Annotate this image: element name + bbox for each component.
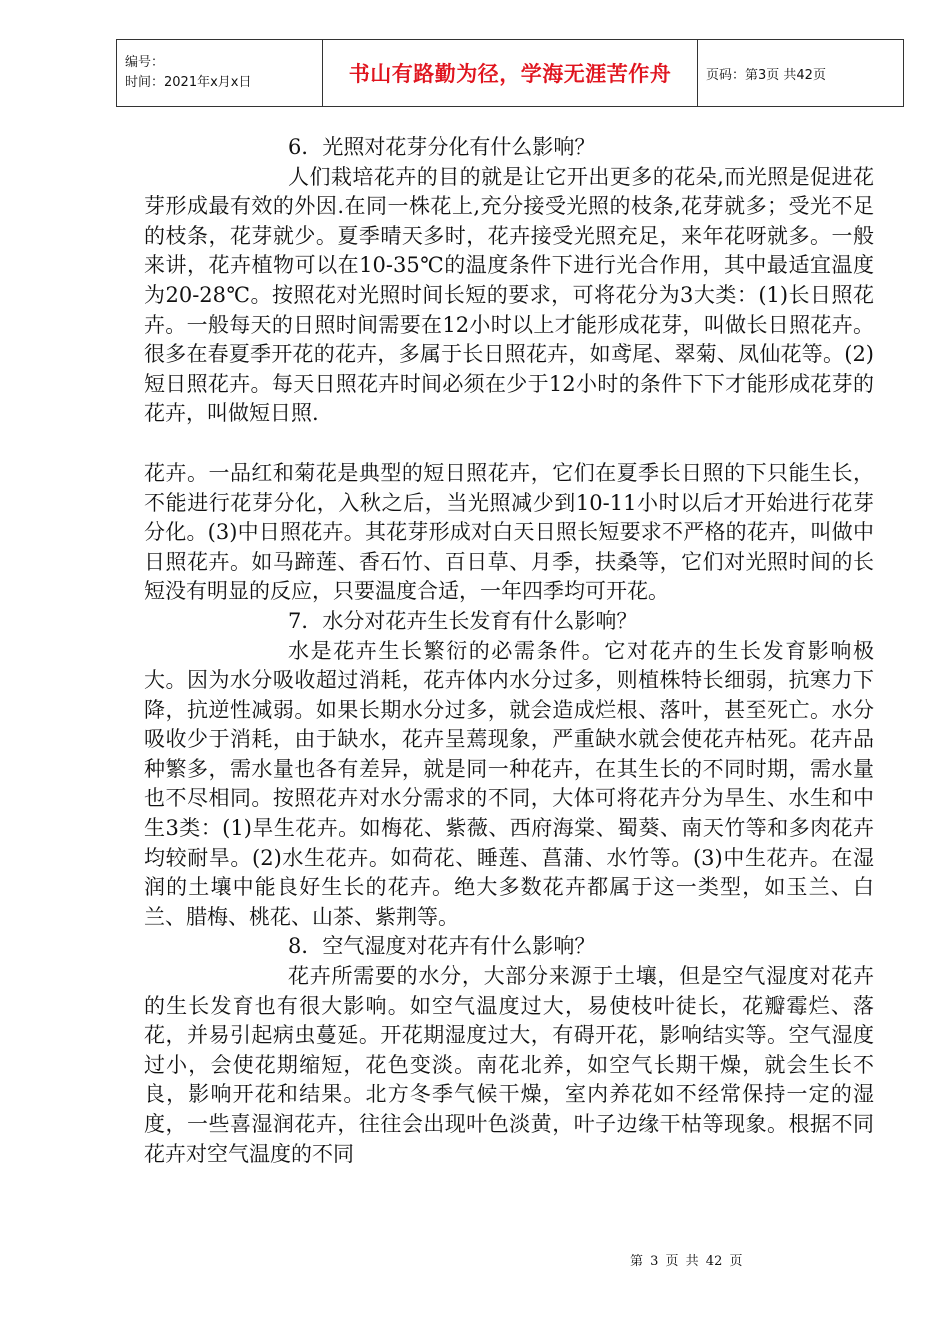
time-label: 时间：2021年x月x日 [125,75,252,90]
header-table [116,39,904,107]
header-motto: 书山有路勤为径，学海无涯苦作舟 [323,40,698,107]
code-label: 编号： [125,55,165,70]
header-page-label: 页码：第3页 共42页 [698,40,904,107]
paragraph-8: 花卉所需要的水分，大部分来源于土壤，但是空气湿度对花卉的生长发育也有很大影响。如空气温度过大，易使枝叶徒长，花瓣霉烂、落花，并易引起病虫蔓延。开花期湿度过大，有碍开花，影响结实等。空气湿度过小，会使花期缩短，花色变淡。南花北养，如空气长期干燥，就会生长不良，影响开花和结果。北方冬季气候干燥，室内养花如不经常保持一定的湿度，一些喜湿润花卉，往往会出现叶色淡黄，叶子边缘干枯等现象。根据不同花卉对空气温度的不同 [144,964,874,1166]
paragraph-6b: 花卉。一品红和菊花是典型的短日照花卉，它们在夏季长日照的下只能生长，不能进行花芽分化，入秋之后，当光照减少到10-11小时以后才开始进行花芽分化。(3)中日照花卉。其花芽形成对白天日照长短要求不严格的花卉，叫做中日照花卉。如马蹄莲、香石竹、百日草、月季，扶桑等，它们对光照时间的长短没有明显的反应，只要温度合适，一年四季均可开花。 [144,460,874,604]
paragraph-7: 水是花卉生长繁衍的必需条件。它对花卉的生长发育影响极大。因为水分吸收超过消耗，花卉体内水分过多，则植株特长细弱，抗寒力下降，抗逆性减弱。如果长期水分过多，就会造成烂根、落叶，甚至死亡。水分吸收少于消耗，由于缺水，花卉呈蔫现象，严重缺水就会使花卉枯死。花卉品种繁多，需水量也各有差异，就是同一种花卉，在其生长的不同时期，需水量也不尽相同。按照花卉对水分需求的不同，大体可将花卉分为旱生、水生和中生3类：(1)旱生花卉。如梅花、紫薇、西府海棠、蜀葵、南天竹等和多肉花卉均较耐旱。(2)水生花卉。如荷花、睡莲、菖蒲、水竹等。(3)中生花卉。在湿润的土壤中能良好生长的花卉。绝大多数花卉都属于这一类型，如玉兰、白兰、腊梅、桃花、山茶、紫荆等。 [144,638,874,929]
page-footer: 第 3 页 共 42 页 [630,1254,743,1269]
document-body [144,133,874,1169]
header-meta [117,40,323,107]
question-7-heading: 7．水分对花卉生长发育有什么影响？ [288,608,638,633]
paragraph-6a: 人们栽培花卉的目的就是让它开出更多的花朵,而光照是促进花芽形成最有效的外因.在同一株花上,充分接受光照的枝条,花芽就多；受光不足的枝条，花芽就少。夏季晴天多时，花卉接受光照充足，来年花呀就多。一般来讲，花卉植物可以在10-35℃的温度条件下进行光合作用，其中最适宜温度为20-28℃。按照花对光照时间长短的要求，可将花分为3大类：(1)长日照花卉。一般每天的日照时间需要在12小时以上才能形成花芽，叫做长日照花卉。很多在春夏季开花的花卉，多属于长日照花卉，如鸢尾、翠菊、凤仙花等。(2)短日照花卉。每天日照花卉时间必须在少于12小时的条件下下才能形成花芽的花卉，叫做短日照. [144,164,874,426]
question-6-heading: 6．光照对花芽分化有什么影响？ [288,135,596,159]
paragraph-gap [144,429,874,459]
question-8-heading: 8．空气湿度对花卉有什么影响？ [288,934,596,959]
